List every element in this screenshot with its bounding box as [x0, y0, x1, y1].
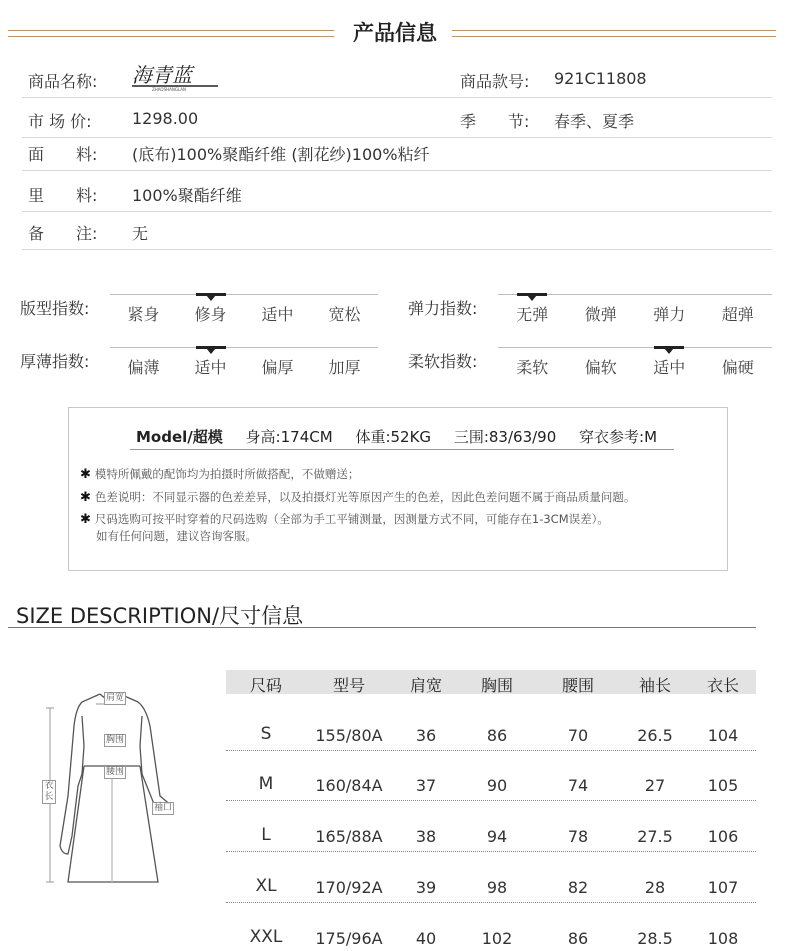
size-section-rule	[8, 627, 756, 628]
size-table-cell: 82	[567, 878, 589, 897]
size-table-cell: 160/84A	[315, 776, 383, 795]
cuff-label: 袖口	[154, 803, 173, 813]
lining-label: 里 料:	[28, 186, 98, 205]
model-height: 身高:174CM	[245, 428, 333, 446]
style-value: 921C11808	[554, 69, 647, 88]
size-table-cell: 74	[567, 776, 589, 795]
style-label: 商品款号:	[460, 72, 530, 91]
size-table-cell: 90	[486, 776, 508, 795]
softness-option: 适中	[653, 358, 686, 377]
note-text: 模特所佩戴的配饰均为拍摄时所做搭配，不做赠送；	[94, 467, 360, 481]
model-size-ref: 穿衣参考:M	[579, 428, 658, 446]
size-label-cell: S	[260, 724, 272, 744]
size-table-cell: 40	[415, 929, 437, 948]
waist-label: 腰围	[106, 767, 125, 777]
remark-label: 备 注:	[28, 224, 98, 243]
info-row-name	[22, 59, 772, 98]
model-measurements: 三围:83/63/90	[453, 428, 557, 446]
softness-option: 偏软	[584, 358, 617, 377]
size-table-cell: 98	[486, 878, 508, 897]
price-label: 市 场 价:	[28, 112, 92, 131]
elasticity-option: 超弹	[721, 305, 754, 324]
size-table-cell: 105	[707, 776, 739, 795]
model-title: Model/超模	[136, 428, 223, 446]
size-table-cell: 86	[486, 726, 508, 745]
softness-option: 偏硬	[721, 358, 754, 377]
model-weight: 体重:52KG	[355, 428, 432, 446]
size-table-header-cell: 型号	[332, 676, 365, 695]
dress-outline-icon	[38, 686, 188, 891]
size-table-cell: 39	[415, 878, 437, 897]
asterisk-icon: ✱	[80, 467, 91, 482]
brand-logo	[132, 63, 222, 95]
thickness-scale-track	[110, 347, 378, 348]
brand-logo-text: 海青蓝	[132, 63, 192, 87]
size-table-row-separator	[226, 800, 756, 801]
size-table-row-separator	[226, 750, 756, 751]
note-text: 如有任何问题，建议咨询客服。	[96, 529, 257, 543]
length-label: 衣长	[42, 780, 56, 804]
note-text: 色差说明：不同显示器的色差差异，以及拍摄灯光等原因产生的色差，因此色差问题不属于商品质量问题。	[94, 490, 636, 504]
size-table-cell: 27	[644, 776, 666, 795]
remark-value: 无	[132, 224, 149, 243]
brand-logo-sub: ZHAOSHANGLAN	[152, 87, 186, 91]
thickness-option: 偏薄	[127, 358, 160, 377]
note-contact	[96, 528, 257, 544]
size-table-cell: 104	[707, 726, 739, 745]
info-row-remark	[22, 211, 772, 250]
asterisk-icon: ✱	[80, 490, 91, 505]
fit-scale-track	[110, 294, 378, 295]
model-summary	[136, 426, 674, 447]
size-table-header-cell: 尺码	[249, 676, 282, 695]
page-title: 产品信息	[353, 21, 437, 45]
size-table-cell: 37	[415, 776, 437, 795]
name-label: 商品名称:	[28, 72, 98, 91]
fit-selected-marker	[196, 293, 226, 296]
lining-value: 100%聚酯纤维	[132, 186, 242, 205]
size-table-header-cell: 胸围	[480, 676, 513, 695]
size-label-cell: M	[258, 774, 274, 794]
thickness-selected-marker	[196, 346, 226, 349]
season-label: 季 节:	[460, 112, 530, 131]
info-row-lining	[22, 173, 772, 212]
size-table-cell: 165/88A	[315, 827, 383, 846]
softness-option: 柔软	[516, 358, 549, 377]
fit-option: 适中	[261, 305, 294, 324]
size-table-cell: 38	[415, 827, 437, 846]
asterisk-icon: ✱	[80, 512, 91, 527]
shoulder-label: 肩宽	[106, 693, 125, 703]
note-text: 尺码选购可按平时穿着的尺码选购（全部为手工平铺测量，因测量方式不同，可能存在1-3CM误差）。	[94, 512, 609, 526]
size-table-cell: 28	[644, 878, 666, 897]
size-table-cell: 107	[707, 878, 739, 897]
size-label-cell: L	[261, 825, 271, 845]
size-table-cell: 106	[707, 827, 739, 846]
fabric-label: 面 料:	[28, 145, 98, 164]
size-table-cell: 102	[481, 929, 513, 948]
garment-diagram	[38, 686, 188, 895]
season-value: 春季、夏季	[554, 112, 635, 131]
fit-option: 宽松	[328, 305, 361, 324]
size-table-header-cell: 袖长	[638, 676, 671, 695]
elasticity-option: 弹力	[653, 305, 686, 324]
size-table-cell: 175/96A	[315, 929, 383, 948]
thickness-option: 加厚	[328, 358, 361, 377]
thickness-scale-label: 厚薄指数:	[20, 352, 90, 371]
size-table-row-separator	[226, 851, 756, 852]
fit-scale-label: 版型指数:	[20, 299, 90, 318]
size-table-cell: 94	[486, 827, 508, 846]
size-table-row-separator	[226, 902, 756, 903]
size-table-cell: 155/80A	[315, 726, 383, 745]
thickness-option: 适中	[194, 358, 227, 377]
softness-scale-track	[498, 347, 772, 348]
softness-selected-marker	[654, 346, 684, 349]
size-table-header-cell: 衣长	[706, 676, 739, 695]
fabric-value: (底布)100%聚酯纤维 (割花纱)100%粘纤	[132, 145, 430, 164]
size-table-cell: 36	[415, 726, 437, 745]
size-table-cell: 26.5	[637, 726, 673, 745]
info-row-fabric	[22, 132, 772, 171]
note-accessories	[80, 466, 359, 482]
price-value: 1298.00	[132, 109, 199, 128]
fit-option: 紧身	[127, 305, 160, 324]
model-underline	[130, 449, 674, 450]
size-label-cell: XL	[255, 876, 277, 896]
size-table-cell: 86	[567, 929, 589, 948]
note-color	[80, 489, 635, 505]
chest-label: 胸围	[106, 735, 125, 745]
size-table-header-cell: 肩宽	[409, 676, 442, 695]
size-table-cell: 27.5	[637, 827, 673, 846]
size-table-cell: 78	[567, 827, 589, 846]
size-label-cell: XXL	[249, 927, 283, 947]
elasticity-option: 微弹	[584, 305, 617, 324]
note-size	[80, 511, 609, 527]
elasticity-selected-marker	[517, 293, 547, 296]
size-table-cell: 28.5	[637, 929, 673, 948]
fit-option: 修身	[194, 305, 227, 324]
size-table-cell: 70	[567, 726, 589, 745]
elasticity-option: 无弹	[516, 305, 549, 324]
size-table-cell: 170/92A	[315, 878, 383, 897]
thickness-option: 偏厚	[261, 358, 294, 377]
size-section-title: SIZE DESCRIPTION/尺寸信息	[16, 604, 304, 628]
size-table-cell: 108	[707, 929, 739, 948]
elasticity-scale-label: 弹力指数:	[408, 299, 478, 318]
size-table-header-cell: 腰围	[561, 676, 594, 695]
softness-scale-label: 柔软指数:	[408, 352, 478, 371]
